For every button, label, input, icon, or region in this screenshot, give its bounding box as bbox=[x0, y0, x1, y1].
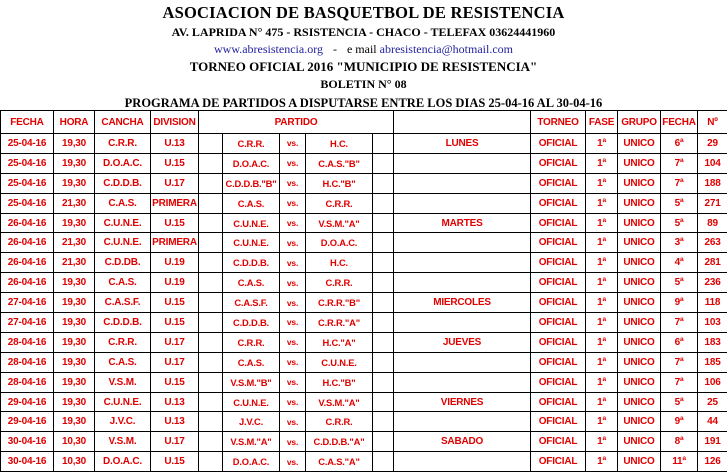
cell-hora: 19,30 bbox=[54, 313, 95, 333]
cell-spacer-right bbox=[373, 253, 394, 273]
cell-division: U.15 bbox=[151, 313, 199, 333]
cell-fase: 1ª bbox=[586, 352, 618, 372]
cell-fase: 1ª bbox=[586, 372, 618, 392]
cell-torneo: OFICIAL bbox=[531, 332, 586, 352]
cell-grupo: UNICO bbox=[618, 372, 661, 392]
schedule-table bbox=[0, 110, 727, 472]
address-line: AV. LAPRIDA N° 475 - RSISTENCIA - CHACO - TELEFAX 03624441960 bbox=[0, 25, 727, 40]
cell-hora: 19,30 bbox=[54, 293, 95, 313]
cell-vs: vs. bbox=[280, 313, 306, 333]
cell-cancha: C.D.D.B. bbox=[95, 313, 151, 333]
cell-dia: VIERNES bbox=[394, 392, 531, 412]
cell-fase: 1ª bbox=[586, 293, 618, 313]
cell-jornada: 3ª bbox=[661, 233, 698, 253]
cell-dia bbox=[394, 193, 531, 213]
header-row bbox=[1, 111, 727, 134]
cell-spacer-right bbox=[373, 273, 394, 293]
cell-jornada: 5ª bbox=[661, 273, 698, 293]
cell-spacer-left bbox=[199, 293, 223, 313]
cell-vs: vs. bbox=[280, 213, 306, 233]
cell-local: C.U.N.E. bbox=[223, 233, 280, 253]
contact-separator: - bbox=[323, 42, 347, 56]
cell-hora: 21,30 bbox=[54, 233, 95, 253]
cell-grupo: UNICO bbox=[618, 332, 661, 352]
cell-spacer-left bbox=[199, 233, 223, 253]
cell-local: C.R.R. bbox=[223, 332, 280, 352]
cell-cancha: C.U.N.E. bbox=[95, 392, 151, 412]
cell-fecha: 25-04-16 bbox=[1, 153, 54, 173]
cell-division: U.13 bbox=[151, 134, 199, 154]
cell-grupo: UNICO bbox=[618, 352, 661, 372]
cell-numero: 118 bbox=[698, 293, 727, 313]
col-header-fecha-jornada: FECHA bbox=[661, 111, 698, 134]
cell-hora: 19,30 bbox=[54, 153, 95, 173]
cell-vs: vs. bbox=[280, 432, 306, 452]
cell-local: V.S.M."B" bbox=[223, 372, 280, 392]
cell-hora: 19,30 bbox=[54, 213, 95, 233]
cell-vs: vs. bbox=[280, 352, 306, 372]
cell-dia: LUNES bbox=[394, 134, 531, 154]
cell-hora: 10,30 bbox=[54, 432, 95, 452]
cell-fecha: 26-04-16 bbox=[1, 253, 54, 273]
cell-vs: vs. bbox=[280, 332, 306, 352]
cell-fase: 1ª bbox=[586, 213, 618, 233]
table-row bbox=[1, 452, 727, 472]
cell-jornada: 5ª bbox=[661, 392, 698, 412]
cell-local: J.V.C. bbox=[223, 412, 280, 432]
table-row bbox=[1, 213, 727, 233]
cell-local: C.D.D.B. bbox=[223, 253, 280, 273]
cell-numero: 263 bbox=[698, 233, 727, 253]
cell-numero: 29 bbox=[698, 134, 727, 154]
cell-local: C.D.D.B."B" bbox=[223, 173, 280, 193]
cell-spacer-right bbox=[373, 153, 394, 173]
cell-fecha: 28-04-16 bbox=[1, 372, 54, 392]
cell-hora: 19,30 bbox=[54, 273, 95, 293]
cell-jornada: 4ª bbox=[661, 253, 698, 273]
cell-dia bbox=[394, 153, 531, 173]
schedule-rows bbox=[1, 134, 727, 472]
cell-numero: 89 bbox=[698, 213, 727, 233]
cell-fecha: 25-04-16 bbox=[1, 173, 54, 193]
cell-torneo: OFICIAL bbox=[531, 253, 586, 273]
cell-spacer-left bbox=[199, 392, 223, 412]
cell-vs: vs. bbox=[280, 452, 306, 472]
cell-vs: vs. bbox=[280, 153, 306, 173]
website-link[interactable]: www.abresistencia.org bbox=[214, 42, 323, 56]
cell-fecha: 27-04-16 bbox=[1, 313, 54, 333]
cell-dia bbox=[394, 452, 531, 472]
cell-cancha: C.A.S. bbox=[95, 352, 151, 372]
cell-division: U.15 bbox=[151, 213, 199, 233]
cell-hora: 19,30 bbox=[54, 352, 95, 372]
cell-spacer-right bbox=[373, 213, 394, 233]
cell-torneo: OFICIAL bbox=[531, 134, 586, 154]
cell-visitante: D.O.A.C. bbox=[306, 233, 373, 253]
cell-fase: 1ª bbox=[586, 233, 618, 253]
cell-dia: SABADO bbox=[394, 432, 531, 452]
cell-division: PRIMERA bbox=[151, 233, 199, 253]
cell-fecha: 30-04-16 bbox=[1, 452, 54, 472]
cell-visitante: H.C."B" bbox=[306, 372, 373, 392]
cell-numero: 281 bbox=[698, 253, 727, 273]
cell-hora: 21,30 bbox=[54, 193, 95, 213]
cell-spacer-right bbox=[373, 233, 394, 253]
email-label: e mail bbox=[347, 42, 380, 56]
cell-division: U.15 bbox=[151, 153, 199, 173]
cell-vs: vs. bbox=[280, 372, 306, 392]
cell-fase: 1ª bbox=[586, 412, 618, 432]
cell-local: D.O.A.C. bbox=[223, 153, 280, 173]
cell-spacer-right bbox=[373, 313, 394, 333]
cell-local: C.A.S. bbox=[223, 352, 280, 372]
cell-cancha: C.A.S. bbox=[95, 193, 151, 213]
col-header-cancha: CANCHA bbox=[95, 111, 151, 134]
cell-cancha: C.U.N.E. bbox=[95, 233, 151, 253]
cell-spacer-left bbox=[199, 352, 223, 372]
table-row bbox=[1, 293, 727, 313]
cell-jornada: 7ª bbox=[661, 153, 698, 173]
cell-torneo: OFICIAL bbox=[531, 293, 586, 313]
cell-fecha: 30-04-16 bbox=[1, 432, 54, 452]
table-row bbox=[1, 233, 727, 253]
cell-numero: 104 bbox=[698, 153, 727, 173]
cell-visitante: C.R.R. bbox=[306, 273, 373, 293]
cell-jornada: 9ª bbox=[661, 412, 698, 432]
cell-grupo: UNICO bbox=[618, 273, 661, 293]
cell-spacer-right bbox=[373, 432, 394, 452]
col-header-hora: HORA bbox=[54, 111, 95, 134]
cell-dia bbox=[394, 273, 531, 293]
col-header-fecha: FECHA bbox=[1, 111, 54, 134]
table-row bbox=[1, 153, 727, 173]
cell-fase: 1ª bbox=[586, 173, 618, 193]
cell-torneo: OFICIAL bbox=[531, 193, 586, 213]
cell-cancha: C.R.R. bbox=[95, 332, 151, 352]
cell-hora: 19,30 bbox=[54, 392, 95, 412]
table-row bbox=[1, 134, 727, 154]
cell-torneo: OFICIAL bbox=[531, 372, 586, 392]
cell-grupo: UNICO bbox=[618, 233, 661, 253]
cell-grupo: UNICO bbox=[618, 432, 661, 452]
col-header-torneo: TORNEO bbox=[531, 111, 586, 134]
cell-division: U.15 bbox=[151, 452, 199, 472]
cell-jornada: 8ª bbox=[661, 432, 698, 452]
cell-spacer-right bbox=[373, 352, 394, 372]
cell-spacer-right bbox=[373, 392, 394, 412]
cell-visitante: H.C. bbox=[306, 253, 373, 273]
cell-fase: 1ª bbox=[586, 134, 618, 154]
cell-grupo: UNICO bbox=[618, 193, 661, 213]
cell-fecha: 25-04-16 bbox=[1, 134, 54, 154]
cell-numero: 271 bbox=[698, 193, 727, 213]
cell-numero: 126 bbox=[698, 452, 727, 472]
cell-dia: MARTES bbox=[394, 213, 531, 233]
table-row bbox=[1, 352, 727, 372]
cell-jornada: 7ª bbox=[661, 313, 698, 333]
cell-spacer-left bbox=[199, 452, 223, 472]
cell-fecha: 28-04-16 bbox=[1, 352, 54, 372]
cell-division: U.15 bbox=[151, 372, 199, 392]
cell-grupo: UNICO bbox=[618, 253, 661, 273]
cell-fase: 1ª bbox=[586, 273, 618, 293]
cell-numero: 191 bbox=[698, 432, 727, 452]
cell-division: U.17 bbox=[151, 173, 199, 193]
cell-fecha: 25-04-16 bbox=[1, 193, 54, 213]
bulletin-number: BOLETIN N° 08 bbox=[0, 77, 727, 92]
cell-hora: 19,30 bbox=[54, 372, 95, 392]
table-row bbox=[1, 432, 727, 452]
cell-division: U.17 bbox=[151, 432, 199, 452]
cell-hora: 19,30 bbox=[54, 412, 95, 432]
cell-fecha: 26-04-16 bbox=[1, 213, 54, 233]
cell-visitante: C.R.R. bbox=[306, 412, 373, 432]
cell-fase: 1ª bbox=[586, 432, 618, 452]
cell-fecha: 26-04-16 bbox=[1, 233, 54, 253]
col-header-dia bbox=[394, 111, 531, 134]
cell-spacer-right bbox=[373, 332, 394, 352]
cell-spacer-right bbox=[373, 193, 394, 213]
cell-division: U.13 bbox=[151, 392, 199, 412]
cell-local: C.U.N.E. bbox=[223, 392, 280, 412]
table-row bbox=[1, 313, 727, 333]
cell-division: U.19 bbox=[151, 253, 199, 273]
table-row bbox=[1, 253, 727, 273]
tournament-title: TORNEO OFICIAL 2016 "MUNICIPIO DE RESISTENCIA" bbox=[0, 59, 727, 75]
cell-division: U.13 bbox=[151, 412, 199, 432]
cell-numero: 106 bbox=[698, 372, 727, 392]
table-row bbox=[1, 392, 727, 412]
cell-visitante: C.A.S."A" bbox=[306, 452, 373, 472]
cell-visitante: C.R.R."B" bbox=[306, 293, 373, 313]
table-row bbox=[1, 332, 727, 352]
cell-spacer-right bbox=[373, 173, 394, 193]
cell-torneo: OFICIAL bbox=[531, 213, 586, 233]
cell-jornada: 7ª bbox=[661, 352, 698, 372]
table-row bbox=[1, 273, 727, 293]
table-row bbox=[1, 412, 727, 432]
cell-jornada: 5ª bbox=[661, 193, 698, 213]
cell-fase: 1ª bbox=[586, 332, 618, 352]
cell-fase: 1ª bbox=[586, 193, 618, 213]
program-line: PROGRAMA DE PARTIDOS A DISPUTARSE ENTRE LOS DIAS 25-04-16 AL 30-04-16 bbox=[0, 95, 727, 111]
cell-cancha: C.R.R. bbox=[95, 134, 151, 154]
cell-torneo: OFICIAL bbox=[531, 173, 586, 193]
cell-numero: 188 bbox=[698, 173, 727, 193]
cell-fase: 1ª bbox=[586, 153, 618, 173]
cell-torneo: OFICIAL bbox=[531, 153, 586, 173]
cell-grupo: UNICO bbox=[618, 452, 661, 472]
cell-division: U.17 bbox=[151, 332, 199, 352]
cell-spacer-left bbox=[199, 273, 223, 293]
cell-spacer-right bbox=[373, 452, 394, 472]
cell-numero: 183 bbox=[698, 332, 727, 352]
cell-grupo: UNICO bbox=[618, 313, 661, 333]
cell-torneo: OFICIAL bbox=[531, 352, 586, 372]
col-header-numero: Nº bbox=[698, 111, 727, 134]
cell-local: C.A.S.F. bbox=[223, 293, 280, 313]
cell-vs: vs. bbox=[280, 173, 306, 193]
cell-grupo: UNICO bbox=[618, 173, 661, 193]
col-header-grupo: GRUPO bbox=[618, 111, 661, 134]
cell-grupo: UNICO bbox=[618, 153, 661, 173]
cell-local: C.A.S. bbox=[223, 193, 280, 213]
cell-cancha: C.D.DB. bbox=[95, 253, 151, 273]
cell-jornada: 11ª bbox=[661, 452, 698, 472]
cell-cancha: D.O.A.C. bbox=[95, 153, 151, 173]
email-link[interactable]: abresistencia@hotmail.com bbox=[380, 42, 513, 56]
contact-line bbox=[0, 42, 727, 57]
cell-torneo: OFICIAL bbox=[531, 432, 586, 452]
cell-torneo: OFICIAL bbox=[531, 392, 586, 412]
col-header-division: DIVISION bbox=[151, 111, 199, 134]
cell-cancha: C.D.D.B. bbox=[95, 173, 151, 193]
cell-spacer-left bbox=[199, 332, 223, 352]
cell-cancha: J.V.C. bbox=[95, 412, 151, 432]
table-row bbox=[1, 193, 727, 213]
cell-spacer-right bbox=[373, 412, 394, 432]
cell-jornada: 6ª bbox=[661, 134, 698, 154]
cell-division: U.17 bbox=[151, 352, 199, 372]
table-row bbox=[1, 372, 727, 392]
cell-vs: vs. bbox=[280, 193, 306, 213]
cell-numero: 25 bbox=[698, 392, 727, 412]
cell-dia bbox=[394, 352, 531, 372]
table-row bbox=[1, 173, 727, 193]
cell-dia bbox=[394, 253, 531, 273]
cell-cancha: C.A.S.F. bbox=[95, 293, 151, 313]
cell-spacer-left bbox=[199, 213, 223, 233]
cell-fecha: 29-04-16 bbox=[1, 392, 54, 412]
cell-numero: 103 bbox=[698, 313, 727, 333]
cell-grupo: UNICO bbox=[618, 293, 661, 313]
cell-numero: 236 bbox=[698, 273, 727, 293]
cell-dia bbox=[394, 173, 531, 193]
cell-fecha: 26-04-16 bbox=[1, 273, 54, 293]
cell-spacer-right bbox=[373, 293, 394, 313]
cell-numero: 44 bbox=[698, 412, 727, 432]
cell-local: C.U.N.E. bbox=[223, 213, 280, 233]
cell-spacer-left bbox=[199, 253, 223, 273]
cell-dia bbox=[394, 233, 531, 253]
col-header-partido: PARTIDO bbox=[199, 111, 394, 134]
cell-dia bbox=[394, 412, 531, 432]
cell-hora: 19,30 bbox=[54, 134, 95, 154]
cell-spacer-left bbox=[199, 153, 223, 173]
cell-grupo: UNICO bbox=[618, 412, 661, 432]
cell-division: U.15 bbox=[151, 293, 199, 313]
cell-dia bbox=[394, 372, 531, 392]
cell-visitante: H.C."B" bbox=[306, 173, 373, 193]
cell-visitante: C.U.N.E. bbox=[306, 352, 373, 372]
cell-local: D.O.A.C. bbox=[223, 452, 280, 472]
cell-visitante: H.C."A" bbox=[306, 332, 373, 352]
cell-cancha: D.O.A.C. bbox=[95, 452, 151, 472]
cell-vs: vs. bbox=[280, 412, 306, 432]
cell-torneo: OFICIAL bbox=[531, 313, 586, 333]
cell-hora: 19,30 bbox=[54, 173, 95, 193]
cell-vs: vs. bbox=[280, 233, 306, 253]
cell-spacer-left bbox=[199, 372, 223, 392]
cell-spacer-left bbox=[199, 134, 223, 154]
cell-visitante: V.S.M."A" bbox=[306, 392, 373, 412]
cell-dia bbox=[394, 313, 531, 333]
cell-spacer-left bbox=[199, 193, 223, 213]
cell-cancha: C.U.N.E. bbox=[95, 213, 151, 233]
cell-fecha: 27-04-16 bbox=[1, 293, 54, 313]
cell-fase: 1ª bbox=[586, 392, 618, 412]
association-title: ASOCIACION DE BASQUETBOL DE RESISTENCIA bbox=[0, 3, 727, 23]
cell-spacer-left bbox=[199, 412, 223, 432]
cell-vs: vs. bbox=[280, 253, 306, 273]
cell-hora: 10,30 bbox=[54, 452, 95, 472]
cell-dia: MIERCOLES bbox=[394, 293, 531, 313]
cell-local: V.S.M."A" bbox=[223, 432, 280, 452]
cell-spacer-left bbox=[199, 313, 223, 333]
cell-torneo: OFICIAL bbox=[531, 452, 586, 472]
cell-vs: vs. bbox=[280, 293, 306, 313]
cell-jornada: 7ª bbox=[661, 372, 698, 392]
cell-vs: vs. bbox=[280, 392, 306, 412]
cell-spacer-left bbox=[199, 173, 223, 193]
col-header-fase: FASE bbox=[586, 111, 618, 134]
cell-visitante: C.D.D.B."A" bbox=[306, 432, 373, 452]
cell-hora: 19,30 bbox=[54, 332, 95, 352]
cell-fase: 1ª bbox=[586, 253, 618, 273]
cell-spacer-right bbox=[373, 372, 394, 392]
cell-cancha: V.S.M. bbox=[95, 432, 151, 452]
cell-fase: 1ª bbox=[586, 313, 618, 333]
cell-visitante: C.A.S."B" bbox=[306, 153, 373, 173]
cell-fecha: 29-04-16 bbox=[1, 412, 54, 432]
cell-local: C.R.R. bbox=[223, 134, 280, 154]
cell-vs: vs. bbox=[280, 134, 306, 154]
cell-division: U.19 bbox=[151, 273, 199, 293]
cell-grupo: UNICO bbox=[618, 213, 661, 233]
cell-cancha: C.A.S. bbox=[95, 273, 151, 293]
cell-local: C.A.S. bbox=[223, 273, 280, 293]
cell-fecha: 28-04-16 bbox=[1, 332, 54, 352]
cell-fase: 1ª bbox=[586, 452, 618, 472]
cell-cancha: V.S.M. bbox=[95, 372, 151, 392]
cell-torneo: OFICIAL bbox=[531, 233, 586, 253]
cell-grupo: UNICO bbox=[618, 134, 661, 154]
cell-visitante: V.S.M."A" bbox=[306, 213, 373, 233]
cell-numero: 185 bbox=[698, 352, 727, 372]
cell-jornada: 6ª bbox=[661, 332, 698, 352]
cell-spacer-right bbox=[373, 134, 394, 154]
cell-visitante: H.C. bbox=[306, 134, 373, 154]
document-header bbox=[0, 0, 727, 110]
cell-dia: JUEVES bbox=[394, 332, 531, 352]
cell-jornada: 5ª bbox=[661, 213, 698, 233]
cell-jornada: 7ª bbox=[661, 173, 698, 193]
cell-torneo: OFICIAL bbox=[531, 412, 586, 432]
cell-vs: vs. bbox=[280, 273, 306, 293]
cell-grupo: UNICO bbox=[618, 392, 661, 412]
cell-jornada: 9ª bbox=[661, 293, 698, 313]
cell-local: C.D.D.B. bbox=[223, 313, 280, 333]
cell-spacer-left bbox=[199, 432, 223, 452]
cell-visitante: C.R.R."A" bbox=[306, 313, 373, 333]
cell-visitante: C.R.R. bbox=[306, 193, 373, 213]
cell-division: PRIMERA bbox=[151, 193, 199, 213]
cell-hora: 21,30 bbox=[54, 253, 95, 273]
cell-torneo: OFICIAL bbox=[531, 273, 586, 293]
